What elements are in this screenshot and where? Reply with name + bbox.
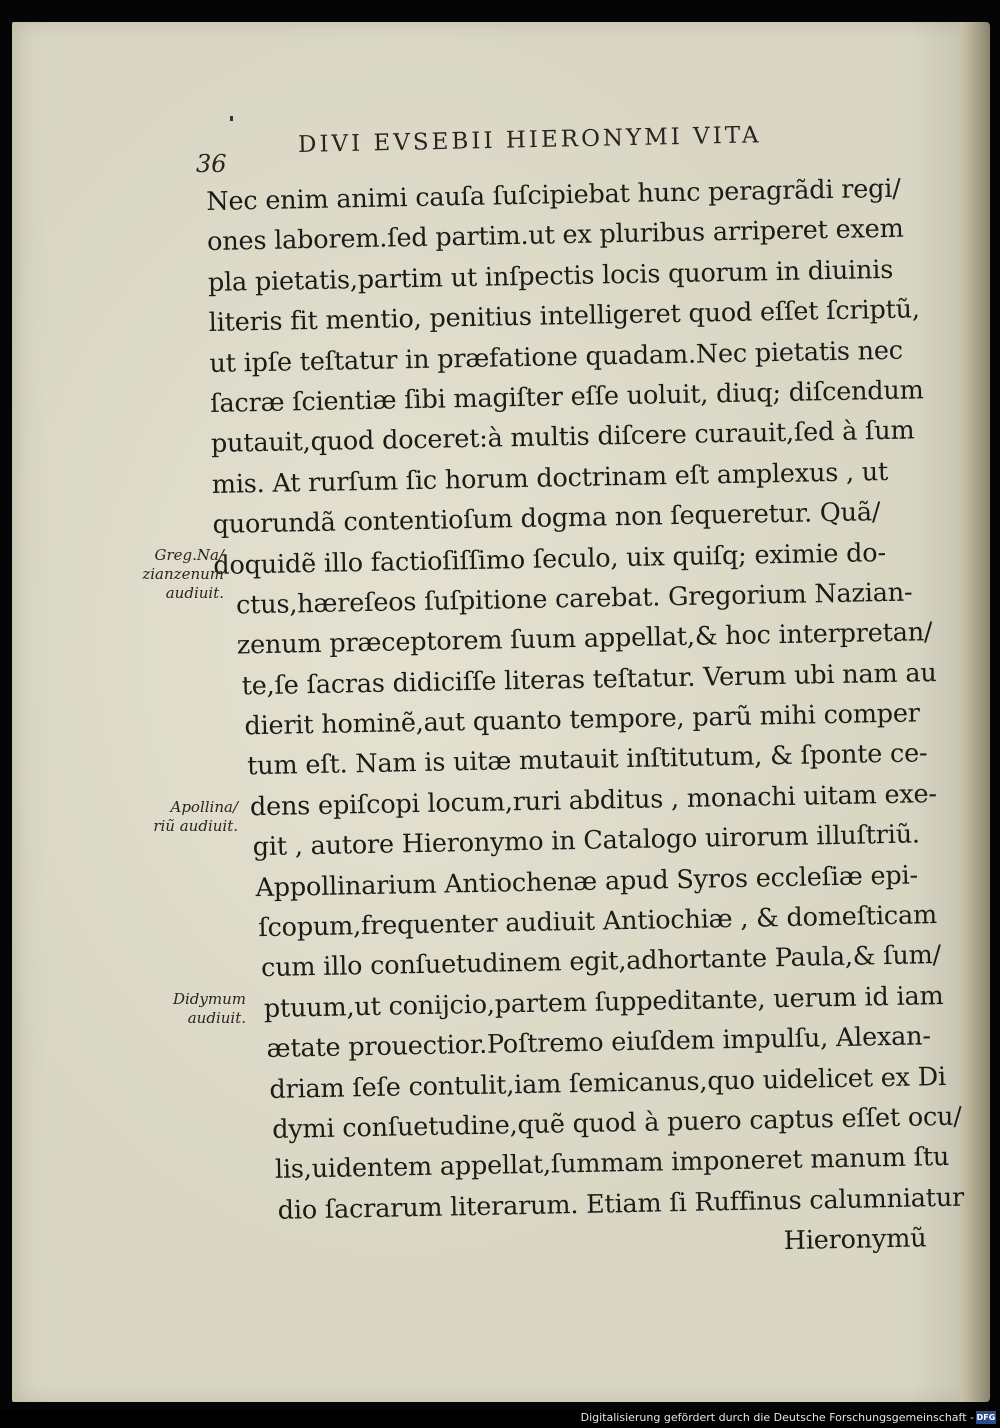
margin-note-line: zianzenum xyxy=(142,565,224,583)
text-line: quorundã contentioſum dogma non ſequeretur. Quã/ xyxy=(212,497,881,541)
text-line: cum illo conſuetudinem egit,adhortante Paula,& ſum/ xyxy=(260,940,942,984)
footer-credit: Digitalisierung gefördert durch die Deutsche Forschungsgemeinschaft - xyxy=(580,1411,974,1424)
text-line: ones laborem.ſed partim.ut ex pluribus arriperet exem xyxy=(206,214,904,258)
main-text-block xyxy=(206,169,965,1273)
margin-note-gregory xyxy=(128,546,224,603)
text-line: Nec enim animi cauſa ſuſcipiebat hunc peragrãdi regi/ xyxy=(206,173,901,217)
margin-note-line: audiuit. xyxy=(187,1009,246,1027)
ink-mark xyxy=(230,116,233,121)
text-line: te,ſe ſacras didiciſſe literas teſtatur. Verum ubi nam au xyxy=(241,657,937,702)
page-edge xyxy=(960,22,990,1402)
text-line: ætate prouectior.Poſtremo eiuſdem impulſu, Alexan- xyxy=(266,1021,932,1065)
text-line: mis. At rurſum ſic horum doctrinam eſt amplexus , ut xyxy=(211,456,889,500)
text-line: dens epiſcopi locum,ruri abditus , monachi uitam exe- xyxy=(249,778,938,823)
margin-note-apollinarius xyxy=(130,798,238,836)
margin-note-didymus xyxy=(140,990,246,1028)
margin-note-line: Didymum xyxy=(172,990,246,1008)
margin-note-line: Greg.Na/ xyxy=(154,546,224,564)
text-line: dymi conſuetudine,quẽ quod à puero captus eſſet ocu/ xyxy=(271,1101,962,1145)
text-line: ptuum,ut conijcio,partem ſuppeditante, uerum id iam xyxy=(263,980,944,1024)
text-line: Appollinarium Antiochenæ apud Syros eccleſiæ epi- xyxy=(255,860,919,903)
dfg-logo: DFG xyxy=(976,1413,996,1422)
text-line: dierit hominẽ,aut quanto tempore, parũ mihi comper xyxy=(244,698,921,742)
text-line: git , autore Hieronymo in Catalogo uirorum illuſtriũ. xyxy=(252,819,921,863)
margin-note-line: audiuit. xyxy=(165,584,224,602)
text-line: putauit,quod doceret:à multis diſcere curauit,ſed à ſum xyxy=(210,415,915,460)
page-number: 36 xyxy=(196,150,227,178)
text-line: literis fit mentio, penitius intelligeret quod eſſet ſcriptũ, xyxy=(208,294,921,339)
text-line: driam ſeſe contulit,iam ſemicanus,quo uidelicet ex Di xyxy=(269,1061,947,1105)
margin-note-line: riũ audiuit. xyxy=(153,817,238,835)
text-line: lis,uidentem appellat,ſummam imponeret manum ſtu xyxy=(274,1142,950,1186)
text-line: tum eſt. Nam is uitæ mutauit inſtitutum, & ſponte ce- xyxy=(246,738,928,782)
text-line: ut ipſe teſtatur in præfatione quadam.Nec pietatis nec xyxy=(209,335,904,379)
margin-note-line: Apollina/ xyxy=(170,798,238,816)
text-line: pla pietatis,partim ut inſpectis locis quorum in diuinis xyxy=(207,254,894,298)
text-line: doquidẽ illo factioſiſſimo ſeculo, uix quiſq; eximie do- xyxy=(213,537,887,581)
running-head: DIVI EVSEBII HIERONYMI VITA xyxy=(297,122,762,158)
catchword: Hieronymũ xyxy=(783,1223,927,1257)
text-line: zenum præceptorem ſuum appellat,& hoc interpretan/ xyxy=(236,617,933,661)
text-line: dio ſacrarum literarum. Etiam ſi Ruffinus calumniatur xyxy=(277,1182,965,1226)
text-line: ctus,hæreſeos ſuſpitione carebat. Gregorium Nazian- xyxy=(235,577,913,621)
text-line: ſcopum,frequenter audiuit Antiochiæ , & domeſticam xyxy=(258,900,938,944)
text-line: ſacræ ſcientiæ ſibi magiſter eſſe uoluit, diuq; diſcendum xyxy=(209,375,924,419)
